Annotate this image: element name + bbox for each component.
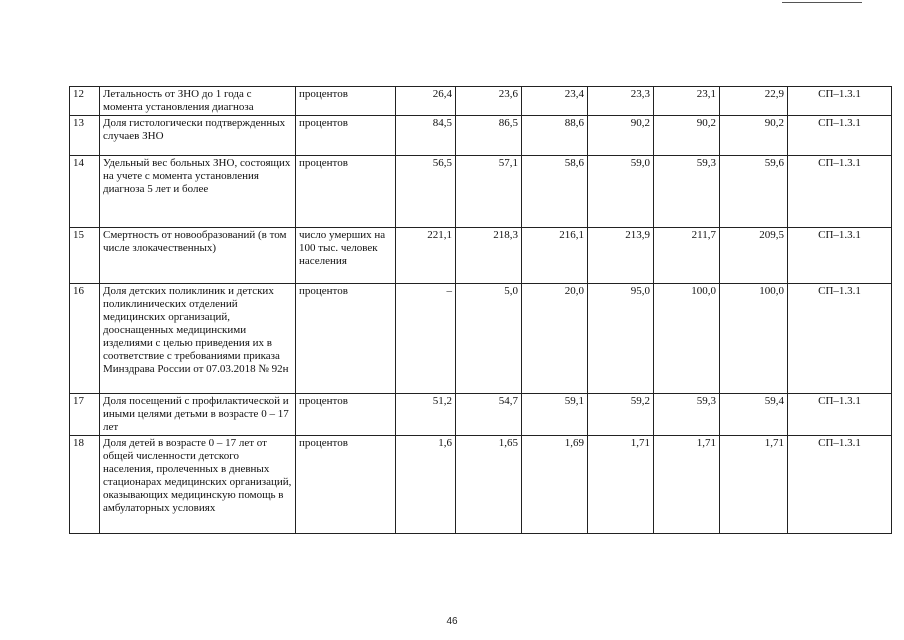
value-cell: 59,1	[522, 394, 588, 436]
unit: процентов	[296, 156, 396, 228]
program-code: СП–1.3.1	[788, 116, 892, 156]
value-cell: 23,3	[588, 87, 654, 116]
program-code: СП–1.3.1	[788, 284, 892, 394]
row-number: 18	[70, 436, 100, 534]
value-cell: 218,3	[456, 228, 522, 284]
value-cell: 221,1	[396, 228, 456, 284]
unit: процентов	[296, 284, 396, 394]
value-cell: 1,65	[456, 436, 522, 534]
value-cell: 95,0	[588, 284, 654, 394]
value-cell: 23,1	[654, 87, 720, 116]
program-code: СП–1.3.1	[788, 394, 892, 436]
indicator-name: Удельный вес больных ЗНО, состоящих на учете с момента установления диагноза 5 лет и более	[100, 156, 296, 228]
value-cell: 90,2	[720, 116, 788, 156]
value-cell: 1,6	[396, 436, 456, 534]
value-cell: 90,2	[654, 116, 720, 156]
value-cell: 1,71	[588, 436, 654, 534]
indicator-name: Доля детей в возрасте 0 – 17 лет от общей численности детского населения, пролеченных в дневных стационарах медицинских организаций, оказывающих медицинскую помощь в амбулаторных условиях	[100, 436, 296, 534]
value-cell: 58,6	[522, 156, 588, 228]
value-cell: 84,5	[396, 116, 456, 156]
program-code: СП–1.3.1	[788, 436, 892, 534]
value-cell: 59,4	[720, 394, 788, 436]
table-row	[70, 156, 892, 228]
unit: процентов	[296, 87, 396, 116]
table-row	[70, 116, 892, 156]
table-row	[70, 284, 892, 394]
value-cell: 54,7	[456, 394, 522, 436]
row-number: 12	[70, 87, 100, 116]
program-code: СП–1.3.1	[788, 156, 892, 228]
unit: процентов	[296, 394, 396, 436]
value-cell: 57,1	[456, 156, 522, 228]
top-rule	[782, 2, 862, 3]
value-cell: 51,2	[396, 394, 456, 436]
unit: процентов	[296, 436, 396, 534]
value-cell: 26,4	[396, 87, 456, 116]
program-code: СП–1.3.1	[788, 87, 892, 116]
indicator-name: Доля гистологически подтвержденных случаев ЗНО	[100, 116, 296, 156]
value-cell: 211,7	[654, 228, 720, 284]
unit: процентов	[296, 116, 396, 156]
value-cell: 88,6	[522, 116, 588, 156]
value-cell: 20,0	[522, 284, 588, 394]
value-cell: 59,6	[720, 156, 788, 228]
row-number: 16	[70, 284, 100, 394]
value-cell: 1,69	[522, 436, 588, 534]
row-number: 13	[70, 116, 100, 156]
value-cell: 1,71	[654, 436, 720, 534]
value-cell: 90,2	[588, 116, 654, 156]
value-cell: 209,5	[720, 228, 788, 284]
value-cell: 1,71	[720, 436, 788, 534]
program-code: СП–1.3.1	[788, 228, 892, 284]
row-number: 17	[70, 394, 100, 436]
value-cell: 213,9	[588, 228, 654, 284]
indicator-name: Смертность от новообразований (в том числе злокачественных)	[100, 228, 296, 284]
value-cell: 59,3	[654, 156, 720, 228]
row-number: 14	[70, 156, 100, 228]
table-row	[70, 394, 892, 436]
row-number: 15	[70, 228, 100, 284]
value-cell: 86,5	[456, 116, 522, 156]
value-cell: –	[396, 284, 456, 394]
unit: число умерших на 100 тыс. человек населения	[296, 228, 396, 284]
indicator-name: Летальность от ЗНО до 1 года с момента установления диагноза	[100, 87, 296, 116]
value-cell: 100,0	[720, 284, 788, 394]
table-row	[70, 87, 892, 116]
value-cell: 23,6	[456, 87, 522, 116]
value-cell: 5,0	[456, 284, 522, 394]
value-cell: 22,9	[720, 87, 788, 116]
value-cell: 59,2	[588, 394, 654, 436]
value-cell: 23,4	[522, 87, 588, 116]
value-cell: 56,5	[396, 156, 456, 228]
indicator-name: Доля посещений с профилактической и иными целями детьми в возрасте 0 – 17 лет	[100, 394, 296, 436]
page-number: 46	[446, 616, 458, 627]
value-cell: 59,0	[588, 156, 654, 228]
value-cell: 100,0	[654, 284, 720, 394]
table-row	[70, 228, 892, 284]
value-cell: 59,3	[654, 394, 720, 436]
indicators-table	[69, 86, 892, 534]
indicator-name: Доля детских поликлиник и детских поликлинических отделений медицинских организаций, дооснащенных медицинскими изделиями с целью приведения их в соответствие с требованиями приказа Минздрава России от 07.03.2018 № 92н	[100, 284, 296, 394]
value-cell: 216,1	[522, 228, 588, 284]
table-row	[70, 436, 892, 534]
